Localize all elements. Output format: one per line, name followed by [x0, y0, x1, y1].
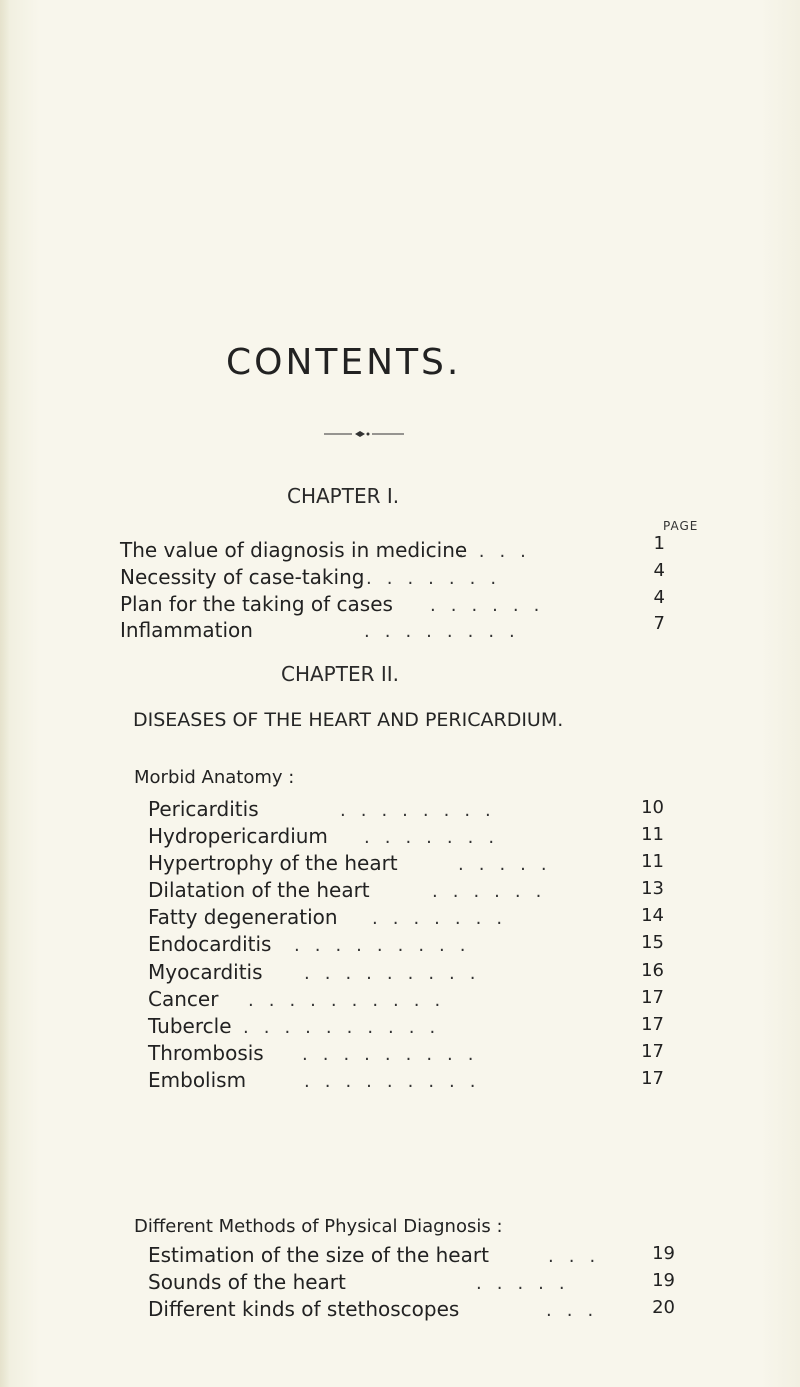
entry-page: 19: [652, 1243, 675, 1264]
toc-entry[interactable]: [0, 853, 800, 881]
dot-leader: ...: [546, 1300, 609, 1321]
toc-entry[interactable]: [0, 799, 800, 827]
entry-page: 17: [641, 987, 664, 1008]
toc-entry[interactable]: [0, 1272, 800, 1300]
entry-title: Embolism: [148, 1068, 247, 1092]
chapter-2-heading: CHAPTER II.: [281, 662, 400, 686]
toc-entry[interactable]: [0, 533, 800, 568]
dot-leader: .........: [302, 1044, 489, 1065]
dot-leader: ..........: [243, 1017, 451, 1038]
chapter-2-subtitle: DISEASES OF THE HEART AND PERICARDIUM.: [133, 709, 564, 731]
toc-entry[interactable]: [0, 1043, 800, 1071]
dot-leader: .........: [304, 963, 491, 984]
entry-title: Different kinds of stethoscopes: [148, 1297, 460, 1321]
section-heading: Morbid Anatomy :: [134, 767, 295, 788]
entry-page: 4: [653, 560, 665, 581]
dot-leader: .......: [372, 908, 518, 929]
dot-leader: ...: [548, 1246, 611, 1267]
toc-entry[interactable]: [0, 934, 800, 962]
toc-entry[interactable]: [0, 1016, 800, 1044]
entry-page: 11: [641, 824, 664, 845]
entry-title: Myocarditis: [148, 960, 263, 984]
entry-title: Endocarditis: [148, 932, 272, 956]
entry-title: Thrombosis: [148, 1041, 264, 1065]
dot-leader: .........: [304, 1071, 491, 1092]
dot-leader: .......: [366, 568, 512, 589]
entry-title: Dilatation of the heart: [148, 878, 370, 902]
entry-title: Estimation of the size of the heart: [148, 1243, 489, 1267]
entry-page: 10: [641, 797, 664, 818]
page-title: CONTENTS.: [226, 342, 462, 383]
entry-title: Hypertrophy of the heart: [148, 851, 398, 875]
entry-title: The value of diagnosis in medicine: [120, 538, 468, 562]
entry-page: 17: [641, 1014, 664, 1035]
chapter-1-heading: CHAPTER I.: [287, 484, 400, 508]
toc-entry[interactable]: [0, 1299, 800, 1327]
entry-page: 15: [641, 932, 664, 953]
entry-page: 16: [641, 960, 664, 981]
entry-title: Cancer: [148, 987, 219, 1011]
dot-leader: ........: [364, 621, 530, 642]
toc-entry[interactable]: [0, 1245, 800, 1273]
divider-ornament-icon: [324, 429, 404, 439]
entry-title: Necessity of case-taking: [120, 565, 365, 589]
toc-entry[interactable]: [0, 1070, 800, 1098]
entry-title: Fatty degeneration: [148, 905, 338, 929]
dot-leader: ........: [340, 800, 506, 821]
entry-page: 11: [641, 851, 664, 872]
entry-page: 20: [652, 1297, 675, 1318]
toc-entry[interactable]: [0, 907, 800, 935]
entry-title: Pericarditis: [148, 797, 259, 821]
dot-leader: .........: [294, 935, 481, 956]
toc-entry[interactable]: [0, 560, 800, 595]
entry-page: 7: [653, 613, 665, 634]
toc-entry[interactable]: [0, 989, 800, 1017]
dot-leader: .....: [458, 854, 562, 875]
entry-title: Hydropericardium: [148, 824, 328, 848]
entry-title: Tubercle: [148, 1014, 232, 1038]
dot-leader: ......: [430, 595, 555, 616]
entry-page: 1: [653, 533, 665, 554]
entry-title: Plan for the taking of cases: [120, 592, 393, 616]
entry-page: 14: [641, 905, 664, 926]
dot-leader: ......: [432, 881, 557, 902]
dot-leader: .....: [476, 1273, 580, 1294]
entry-page: 19: [652, 1270, 675, 1291]
entry-page: 17: [641, 1068, 664, 1089]
page-column-label: PAGE: [663, 519, 699, 533]
entry-page: 13: [641, 878, 664, 899]
dot-leader: .......: [364, 827, 510, 848]
toc-entry[interactable]: [0, 826, 800, 854]
dot-leader: ....: [458, 541, 541, 562]
toc-entry[interactable]: [0, 962, 800, 990]
section-heading: Different Methods of Physical Diagnosis :: [134, 1216, 503, 1237]
entry-title: Sounds of the heart: [148, 1270, 346, 1294]
toc-entry[interactable]: [0, 613, 800, 648]
entry-page: 4: [653, 587, 665, 608]
toc-entry[interactable]: [0, 880, 800, 908]
entry-title: Inflammation: [120, 618, 253, 642]
dot-leader: ..........: [248, 990, 456, 1011]
entry-page: 17: [641, 1041, 664, 1062]
